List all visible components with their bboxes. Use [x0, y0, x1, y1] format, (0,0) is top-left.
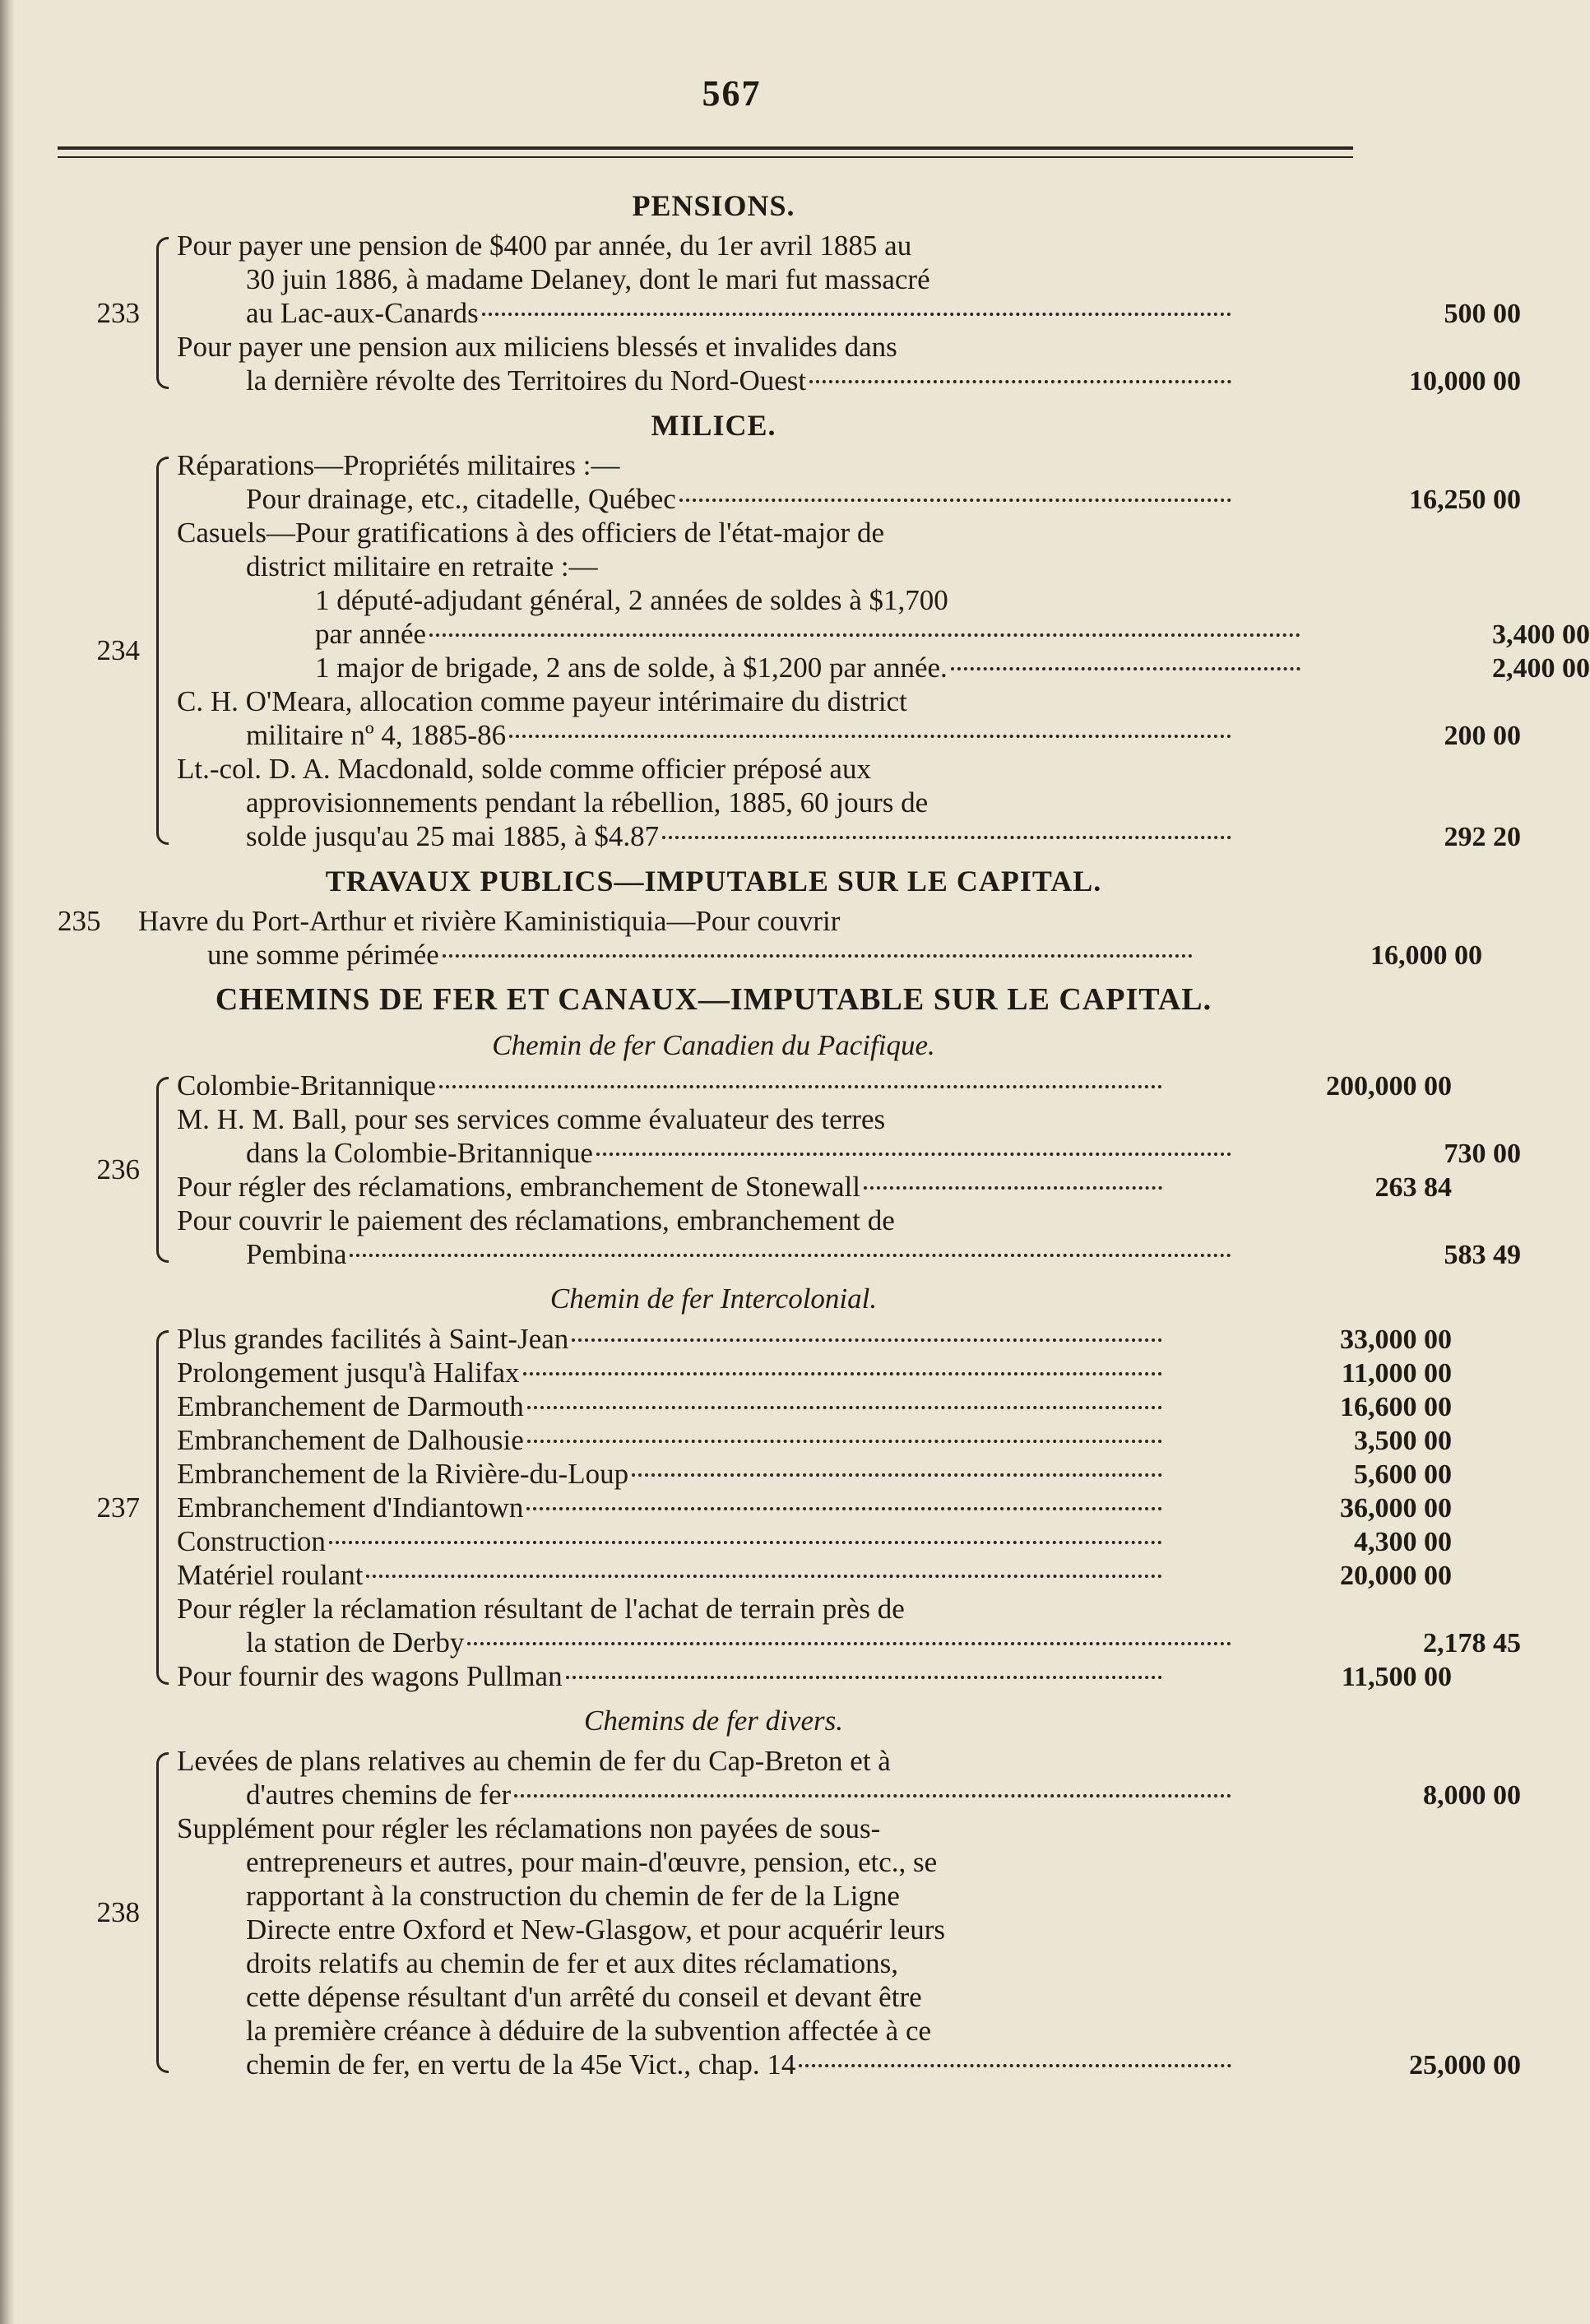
- entry-line: [177, 1457, 1452, 1491]
- entry-amount: 3,400 00: [1492, 619, 1590, 650]
- entry-text: Embranchement de Dalhousie: [177, 1424, 524, 1456]
- section-heading: CHEMINS DE FER ET CANAUX—IMPUTABLE SUR LE CAPITAL.: [215, 982, 1212, 1017]
- header-rule-thick: [58, 146, 1353, 150]
- entry-line: [177, 1136, 1521, 1170]
- entry-line: [177, 1946, 1258, 1980]
- entry-text: Réparations—Propriétés militaires :—: [177, 449, 620, 481]
- entry-line: [177, 550, 1258, 583]
- entry-text: Embranchement de Darmouth: [177, 1390, 524, 1422]
- entry-text: M. H. M. Ball, pour ses services comme évaluateur des terres: [177, 1103, 886, 1135]
- page-binding-edge: [0, 0, 15, 2324]
- entry-line: [177, 482, 1521, 516]
- entry-amount: 2,178 45: [1423, 1628, 1521, 1658]
- entry-amount: 33,000 00: [1340, 1324, 1452, 1355]
- entry-text: Pour fournir des wagons Pullman: [177, 1660, 563, 1692]
- dot-leader: [523, 1372, 1163, 1375]
- entry-amount: 36,000 00: [1340, 1493, 1452, 1524]
- dot-leader: [572, 1338, 1162, 1342]
- dot-leader: [527, 1440, 1162, 1443]
- entry-amount: 11,000 00: [1341, 1358, 1452, 1389]
- entry-line: [177, 1389, 1452, 1423]
- entry-line: [177, 1524, 1452, 1558]
- entry-text: Pour régler des réclamations, embranchement de Stonewall: [177, 1171, 860, 1203]
- entry-text: Pour payer une pension aux miliciens blessés et invalides dans: [177, 331, 897, 363]
- dot-leader: [350, 1254, 1231, 1257]
- entry-amount: 263 84: [1374, 1172, 1452, 1203]
- entry-line: [177, 1069, 1452, 1102]
- vote-group: [96, 229, 1521, 397]
- entry-text: la station de Derby: [246, 1626, 465, 1658]
- dot-leader: [443, 954, 1193, 958]
- entry-line: [177, 718, 1521, 752]
- vote-number: 233: [96, 296, 140, 329]
- entry-text: cette dépense résultant d'un arrêté du conseil et devant être: [246, 1981, 922, 2013]
- entry-line: [177, 752, 1189, 786]
- entry-line: [177, 1170, 1452, 1204]
- vote-number: 238: [96, 1896, 140, 1928]
- entry-text: Embranchement d'Indiantown: [177, 1491, 524, 1524]
- entry-text: d'autres chemins de fer: [246, 1779, 512, 1811]
- entry-amount: 16,000 00: [1370, 940, 1482, 971]
- entry-amount: 2,400 00: [1492, 653, 1590, 684]
- entry-amount: 4,300 00: [1354, 1527, 1452, 1557]
- entry-amount: 3,500 00: [1354, 1426, 1452, 1456]
- entry-text: Matériel roulant: [177, 1559, 364, 1591]
- entry-line: [177, 684, 1189, 718]
- dot-leader: [514, 1794, 1231, 1798]
- entry-text: Colombie-Britannique: [177, 1069, 436, 1102]
- dot-leader: [596, 1153, 1231, 1156]
- section-heading: MILICE.: [651, 409, 776, 442]
- vote-number: 234: [96, 634, 140, 666]
- header-rule-thin: [58, 156, 1353, 158]
- entry-line: [177, 330, 1189, 364]
- entry-line: [177, 1423, 1452, 1457]
- entry-amount: 200 00: [1444, 721, 1521, 751]
- entry-line: [177, 1744, 1189, 1778]
- dot-leader: [482, 313, 1231, 316]
- entry-text: Pour régler la réclamation résultant de l'achat de terrain près de: [177, 1593, 905, 1625]
- entry-line: [177, 583, 1327, 617]
- entry-text: militaire nº 4, 1885-86: [246, 719, 507, 751]
- entry-text: 1 major de brigade, 2 ans de solde, à $1,200 par année.: [315, 652, 948, 684]
- entry-text: Embranchement de la Rivière-du-Loup: [177, 1458, 629, 1490]
- entry-amount: 730 00: [1444, 1139, 1521, 1169]
- entry-amount: 20,000 00: [1340, 1561, 1452, 1591]
- entry-line: [177, 1356, 1452, 1389]
- entry-text: district militaire en retraite :—: [246, 550, 598, 582]
- entry-text: C. H. O'Meara, allocation comme payeur intérimaire du district: [177, 685, 907, 717]
- entry-text: la première créance à déduire de la subvention affectée à ce: [246, 2015, 932, 2047]
- entry-text: dans la Colombie-Britannique: [246, 1137, 593, 1169]
- entry-text: Plus grandes facilités à Saint-Jean: [177, 1323, 569, 1355]
- entry-text: rapportant à la construction du chemin de fer de la Ligne: [246, 1880, 900, 1912]
- entry-line: [177, 1913, 1258, 1946]
- entry-line: [177, 262, 1258, 296]
- dot-leader: [526, 1507, 1162, 1510]
- entry-line: [177, 1659, 1452, 1693]
- entry-text: 30 juin 1886, à madame Delaney, dont le mari fut massacré: [246, 263, 930, 295]
- entry-text: Supplément pour régler les réclamations non payées de sous-: [177, 1812, 881, 1844]
- entry-line: [177, 1592, 1189, 1626]
- entry-text: Pour payer une pension de $400 par année, du 1er avril 1885 au: [177, 230, 912, 262]
- entry-text: chemin de fer, en vertu de la 45e Vict., chap. 14: [246, 2048, 796, 2080]
- dot-leader: [329, 1541, 1162, 1544]
- entry-line: [177, 1626, 1521, 1659]
- subsection-heading: Chemin de fer Canadien du Pacifique.: [492, 1029, 935, 1061]
- dot-leader: [429, 633, 1300, 637]
- entry-amount: 16,600 00: [1340, 1392, 1452, 1422]
- section-heading: TRAVAUX PUBLICS—IMPUTABLE SUR LE CAPITAL.: [325, 865, 1102, 898]
- entry-line: [177, 1778, 1521, 1811]
- entry-amount: 583 49: [1444, 1240, 1521, 1270]
- vote-group: [96, 1069, 1521, 1271]
- entry-amount: 25,000 00: [1409, 2050, 1521, 2080]
- vote-group: [96, 1744, 1521, 2081]
- entry-text: la dernière révolte des Territoires du Nord-Ouest: [246, 364, 807, 397]
- dot-leader: [799, 2064, 1231, 2067]
- vote-item: [58, 904, 1482, 972]
- entry-text: Havre du Port-Arthur et rivière Kaministiquia—Pour couvrir: [138, 905, 841, 937]
- entry-line: [177, 1811, 1189, 1845]
- entry-text: solde jusqu'au 25 mai 1885, à $4.87: [246, 820, 660, 852]
- dot-leader: [527, 1406, 1162, 1409]
- vote-number: 237: [96, 1491, 140, 1524]
- dot-leader: [566, 1676, 1162, 1679]
- entry-line: [177, 1845, 1258, 1879]
- dot-leader: [679, 499, 1231, 502]
- entry-amount: 8,000 00: [1423, 1780, 1521, 1811]
- vote-group: [96, 448, 1590, 853]
- entry-line: [177, 1879, 1258, 1913]
- entry-text: droits relatifs au chemin de fer et aux dites réclamations,: [246, 1947, 899, 1979]
- subsection-heading: Chemins de fer divers.: [584, 1705, 843, 1737]
- entry-text: Lt.-col. D. A. Macdonald, solde comme officier préposé aux: [177, 753, 871, 785]
- entry-amount: 5,600 00: [1354, 1459, 1452, 1490]
- entry-text: Directe entre Oxford et New-Glasgow, et pour acquérir leurs: [246, 1913, 946, 1946]
- entry-amount: 500 00: [1444, 299, 1521, 329]
- entry-text: entrepreneurs et autres, pour main-d'œuvre, pension, etc., se: [246, 1846, 938, 1878]
- section-heading: PENSIONS.: [632, 189, 795, 222]
- entry-text: Levées de plans relatives au chemin de fer du Cap-Breton et à: [177, 1745, 891, 1777]
- entry-text: Prolongement jusqu'à Halifax: [177, 1357, 520, 1389]
- entry-text: Construction: [177, 1525, 326, 1557]
- entry-line: [177, 1204, 1189, 1237]
- entry-line: [177, 364, 1521, 397]
- dot-leader: [439, 1085, 1162, 1088]
- dot-leader: [467, 1642, 1231, 1645]
- entry-line: [177, 2048, 1521, 2081]
- entry-line: [177, 448, 1189, 482]
- entry-line: [177, 516, 1189, 550]
- entry-amount: 292 20: [1444, 822, 1521, 852]
- entry-amount: 200,000 00: [1326, 1071, 1452, 1102]
- entry-line: [177, 617, 1590, 651]
- dot-leader: [809, 380, 1231, 383]
- vote-number: 235: [58, 905, 101, 937]
- entry-line: [177, 1102, 1189, 1136]
- entry-line: [177, 229, 1189, 262]
- page-content: [58, 183, 1590, 2086]
- entry-text: au Lac-aux-Canards: [246, 297, 479, 329]
- entry-line: [177, 2014, 1258, 2048]
- entry-line: [58, 904, 1069, 938]
- subsection-heading: Chemin de fer Intercolonial.: [549, 1283, 878, 1315]
- dot-leader: [366, 1575, 1162, 1578]
- entry-line: [177, 819, 1521, 853]
- entry-text: Casuels—Pour gratifications à des officiers de l'état-major de: [177, 517, 884, 549]
- entry-line: [177, 651, 1590, 684]
- entry-text: Pour couvrir le paiement des réclamations, embranchement de: [177, 1204, 895, 1236]
- vote-number: 236: [96, 1153, 140, 1185]
- dot-leader: [951, 667, 1300, 670]
- entry-line: [177, 1558, 1452, 1592]
- entry-text: approvisionnements pendant la rébellion, 1885, 60 jours de: [246, 786, 929, 819]
- entry-text: Pembina: [246, 1238, 347, 1270]
- entry-line: [177, 1237, 1521, 1271]
- page-number: 567: [702, 73, 762, 114]
- entry-line: [177, 1322, 1452, 1356]
- entry-text: Pour drainage, etc., citadelle, Québec: [246, 483, 676, 515]
- entry-amount: 16,250 00: [1409, 485, 1521, 515]
- dot-leader: [662, 836, 1231, 839]
- entry-amount: 10,000 00: [1409, 366, 1521, 397]
- entry-text: par année: [315, 618, 427, 650]
- dot-leader: [864, 1186, 1162, 1190]
- entry-line: [177, 786, 1258, 819]
- entry-line: [58, 938, 1482, 972]
- dot-leader: [509, 735, 1231, 738]
- vote-group: [96, 1322, 1521, 1693]
- entry-text: une somme périmée: [207, 939, 439, 971]
- entry-text: 1 député-adjudant général, 2 années de soldes à $1,700: [315, 584, 948, 616]
- entry-line: [177, 1491, 1452, 1524]
- dot-leader: [632, 1473, 1162, 1477]
- entry-line: [177, 1980, 1258, 2014]
- entry-amount: 11,500 00: [1341, 1662, 1452, 1692]
- entry-line: [177, 296, 1521, 330]
